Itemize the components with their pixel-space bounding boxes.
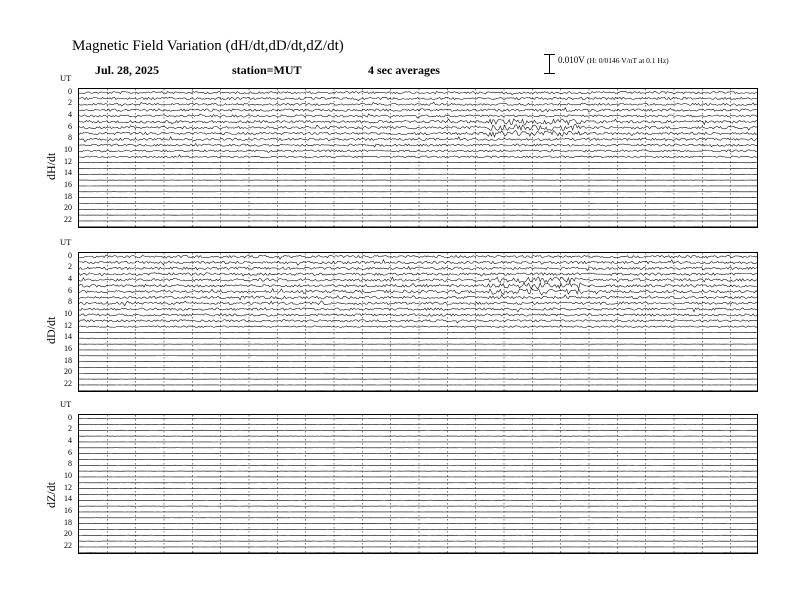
hour-tick: 4 <box>68 435 72 445</box>
hour-tick: 2 <box>68 98 72 108</box>
hour-tick: 20 <box>64 367 72 377</box>
ut-label-dd-dt: UT <box>60 237 72 247</box>
page-title: Magnetic Field Variation (dH/dt,dD/dt,dZ/dt) <box>72 38 344 54</box>
hour-tick: 6 <box>68 447 72 457</box>
hour-tick: 0 <box>68 412 72 422</box>
plot-area-dz-dt <box>78 414 758 554</box>
hour-tick: 2 <box>68 262 72 272</box>
hour-tick: 12 <box>64 482 72 492</box>
hour-tick: 20 <box>64 529 72 539</box>
hour-tick: 18 <box>64 191 72 201</box>
hour-tick: 2 <box>68 424 72 434</box>
hour-tick: 6 <box>68 285 72 295</box>
hour-tick: 12 <box>64 156 72 166</box>
ylabel-dh-dt: dH/dt <box>44 152 58 180</box>
hour-tick: 10 <box>64 470 72 480</box>
hour-tick: 22 <box>64 214 72 224</box>
hour-tick: 16 <box>64 179 72 189</box>
scale-note: (H: 0/0146 V/nT at 0.1 Hz) <box>586 56 669 65</box>
hour-tick: 18 <box>64 517 72 527</box>
hour-tick: 14 <box>64 332 72 342</box>
panel-dd-dt <box>78 252 758 392</box>
panel-dh-dt <box>78 88 758 228</box>
scale-value: 0.010V <box>558 55 585 65</box>
hour-tick: 8 <box>68 133 72 143</box>
plot-area-dh-dt <box>78 88 758 228</box>
hour-tick: 20 <box>64 203 72 213</box>
hour-tick: 18 <box>64 355 72 365</box>
hour-tick: 16 <box>64 505 72 515</box>
hour-tick: 10 <box>64 144 72 154</box>
hour-tick: 0 <box>68 86 72 96</box>
ut-label-dh-dt: UT <box>60 73 72 83</box>
station-label: station=MUT <box>232 63 302 77</box>
hour-tick: 12 <box>64 320 72 330</box>
hour-tick: 8 <box>68 297 72 307</box>
ylabel-dz-dt: dZ/dt <box>44 482 58 508</box>
date-label: Jul. 28, 2025 <box>95 63 160 77</box>
hour-tick: 6 <box>68 121 72 131</box>
panel-dz-dt <box>78 414 758 554</box>
scale-bar-icon <box>543 52 557 76</box>
hour-tick: 4 <box>68 273 72 283</box>
ylabel-dd-dt: dD/dt <box>44 316 58 344</box>
hour-tick: 16 <box>64 343 72 353</box>
hour-tick: 14 <box>64 168 72 178</box>
hour-tick: 14 <box>64 494 72 504</box>
hour-tick: 22 <box>64 541 72 550</box>
plot-area-dd-dt <box>78 252 758 392</box>
hour-tick: 10 <box>64 308 72 318</box>
averaging-label: 4 sec averages <box>368 63 440 77</box>
hour-tick: 4 <box>68 110 72 119</box>
scale-caption <box>558 55 669 65</box>
hour-tick: 0 <box>68 250 72 260</box>
ut-label-dz-dt: UT <box>60 399 72 409</box>
hour-tick: 8 <box>68 459 72 469</box>
hour-tick: 22 <box>64 378 72 388</box>
